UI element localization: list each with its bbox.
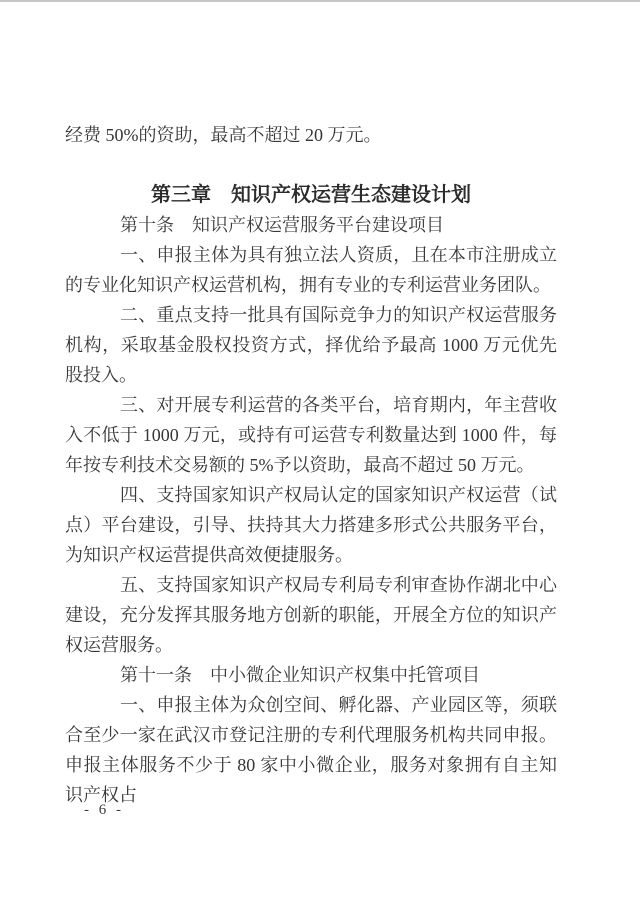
chapter-heading: 第三章 知识产权运营生态建设计划 [151, 184, 471, 206]
paragraph-item-5: 五、支持国家知识产权局专利局专利审查协作湖北中心建设，充分发挥其服务地方创新的职能，开展全方位的知识产权运营服务。 [65, 575, 557, 655]
document-body [65, 120, 557, 810]
paragraph-item-6: 一、申报主体为众创空间、孵化器、产业园区等，须联合至少一家在武汉市登记注册的专利代理服务机构共同申报。申报主体服务不少于 80 家中小微企业，服务对象拥有自主知识产权占 [65, 695, 557, 805]
paragraph-item-3: 三、对开展专利运营的各类平台，培育期内，年主营收入不低于 1000 万元，或持有可运营专利数量达到 1000 件，每年按专利技术交易额的 5%予以资助，最高不超过 50 万元。 [65, 395, 557, 475]
page-number: - 6 - [84, 802, 124, 818]
paragraph-item-4: 四、支持国家知识产权局认定的国家知识产权运营（试点）平台建设，引导、扶持其大力搭建多形式公共服务平台，为知识产权运营提供高效便捷服务。 [65, 485, 557, 565]
paragraph-item-1: 一、申报主体为具有独立法人资质，且在本市注册成立的专业化知识产权运营机构，拥有专业的专利运营业务团队。 [65, 245, 557, 295]
paragraph-item-2: 二、重点支持一批具有国际竞争力的知识产权运营服务机构，采取基金股权投资方式，择优给予最高 1000 万元优先股投入。 [65, 305, 557, 385]
article-heading-article-11: 第十一条 中小微企业知识产权集中托管项目 [120, 665, 480, 685]
paragraph-continuation: 经费 50%的资助，最高不超过 20 万元。 [65, 125, 382, 145]
article-heading-article-10: 第十条 知识产权运营服务平台建设项目 [120, 215, 444, 235]
